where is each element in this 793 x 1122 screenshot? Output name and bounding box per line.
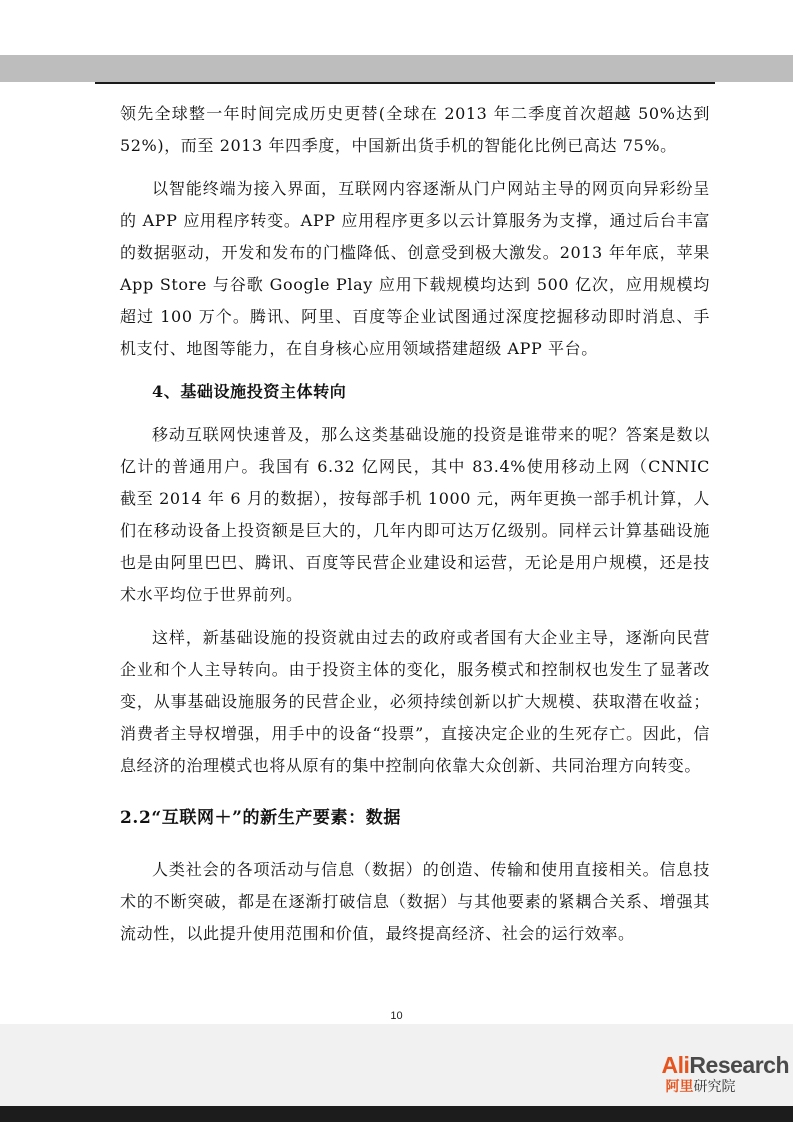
aliresearch-logo [662,1053,789,1095]
logo-ali-text: Ali [661,1052,690,1078]
section-heading-4: 4、基础设施投资主体转向 [152,382,347,401]
header-band [0,55,793,82]
paragraph-continuation: 领先全球整一年时间完成历史更替(全球在 2013 年二季度首次超越 50%达到 52%)，而至 2013 年四季度，中国新出货手机的智能化比例已高达 75%。 [120,104,710,155]
paragraph-app-shift: 以智能终端为接入界面，互联网内容逐渐从门户网站主导的网页向异彩纷呈的 APP 应用程序转变。APP 应用程序更多以云计算服务为支撑，通过后台丰富的数据驱动，开发和发布的门槛降低、创意受到极大激发。2013 年年底，苹果 App Store 与谷歌 Google Play 应用下载规模均达到 500 亿次，应用规模均超过 100 万个。腾讯、阿里、百度等企业试图通过深度挖掘移动即时消息、手机支付、地图等能力，在自身核心应用领域搭建超级 APP 平台。 [120,179,710,358]
section-heading-2-2: 2.2“互联网＋”的新生产要素：数据 [120,808,401,828]
bottom-bar [0,1106,793,1122]
logo-cn-rest: 研究院 [693,1078,736,1094]
logo-research-text: Research [689,1052,789,1078]
logo-cn-strong: 阿里 [665,1078,694,1094]
header-rule [95,82,715,84]
paragraph-investment: 移动互联网快速普及，那么这类基础设施的投资是谁带来的呢？答案是数以亿计的普通用户。我国有 6.32 亿网民，其中 83.4%使用移动上网（CNNIC 截至 2014 年 6 月的数据），按每部手机 1000 元，两年更换一部手机计算，人们在移动设备上投资额是巨大的，几年内即可达万亿级别。同样云计算基础设施也是由阿里巴巴、腾讯、百度等民营企业建设和运营，无论是用户规模，还是技术水平均位于世界前列。 [120,425,710,604]
page-number: 10 [390,1010,403,1022]
paragraph-data-factor: 人类社会的各项活动与信息（数据）的创造、传输和使用直接相关。信息技术的不断突破，都是在逐渐打破信息（数据）与其他要素的紧耦合关系、增强其流动性，以此提升使用范围和价值，最终提高经济、社会的运行效率。 [120,860,710,943]
document-body [120,98,710,950]
paragraph-governance: 这样，新基础设施的投资就由过去的政府或者国有大企业主导，逐渐向民营企业和个人主导转向。由于投资主体的变化，服务模式和控制权也发生了显著改变，从事基础设施服务的民营企业，必须持续创新以扩大规模、获取潜在收益；消费者主导权增强，用手中的设备“投票”，直接决定企业的生死存亡。因此，信息经济的治理模式也将从原有的集中控制向依靠大众创新、共同治理方向转变。 [120,628,710,775]
